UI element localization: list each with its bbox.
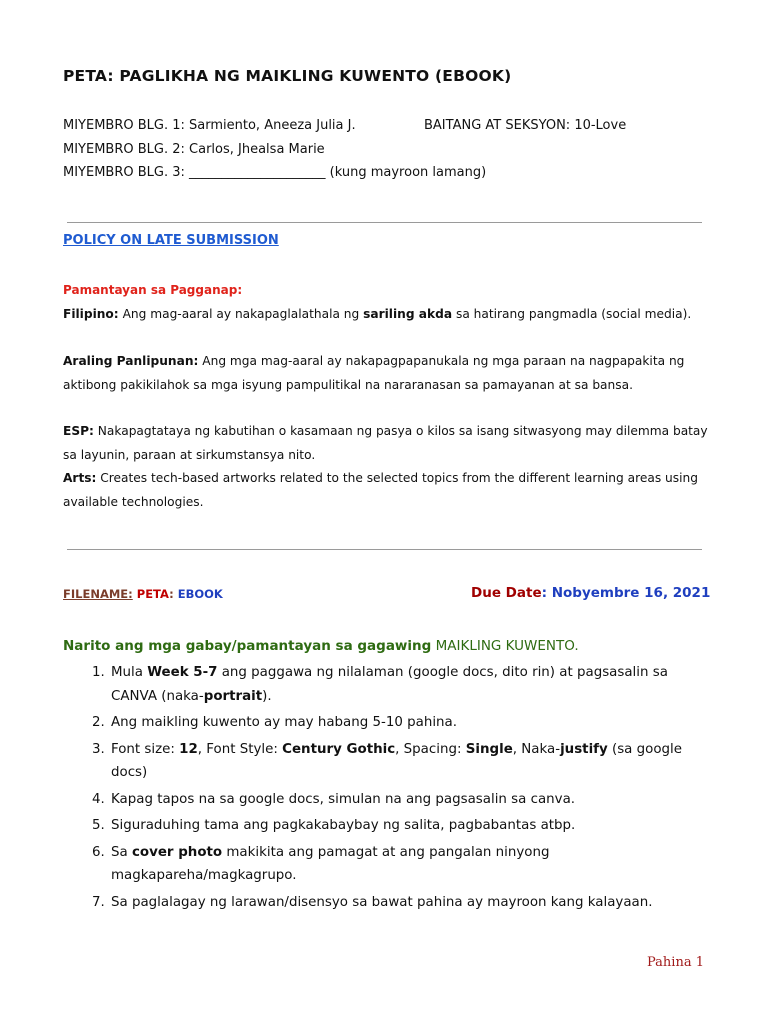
member-1-label: MIYEMBRO BLG. 1:: [63, 118, 185, 133]
member-2-label: MIYEMBRO BLG. 2:: [63, 142, 185, 157]
guideline-item: [109, 814, 713, 838]
standard-arts: [63, 467, 713, 514]
member-2-line: [63, 142, 325, 157]
guideline-item: [109, 738, 713, 785]
guideline-text: Mula: [111, 665, 143, 680]
guideline-item: [109, 891, 713, 915]
guideline-bold: Single: [465, 741, 513, 757]
guideline-text: Font size:: [111, 741, 175, 757]
filename-line: [63, 587, 223, 601]
filename-part2: EBOOK: [177, 587, 223, 601]
member-1-name: Sarmiento, Aneeza Julia J.: [189, 118, 356, 133]
guideline-text: ang paggawa ng nilalaman (google docs, dito rin) at pagsasalin sa CANVA (naka-: [111, 665, 668, 704]
guideline-item: [109, 711, 713, 735]
guideline-bold: Week 5-7: [147, 665, 218, 680]
standard-esp: [63, 420, 713, 467]
divider-bottom: [67, 549, 702, 550]
guideline-item: [109, 661, 713, 708]
standard-ap: [63, 350, 713, 397]
guideline-bold: portrait: [203, 688, 263, 704]
grade-section: [424, 118, 626, 133]
guideline-text: Sa: [111, 844, 128, 860]
standard-ap-label: Araling Panlipunan:: [63, 354, 199, 368]
guideline-item: [109, 788, 713, 812]
filename-label: FILENAME:: [63, 587, 133, 601]
guidelines-heading-text: Narito ang mga gabay/pamantayan sa gagawing: [63, 638, 432, 654]
standard-esp-label: ESP:: [63, 424, 94, 438]
guideline-text: , Spacing:: [395, 741, 462, 757]
due-date-sep: :: [541, 585, 548, 601]
due-date: [471, 585, 710, 601]
standard-filipino-label: Filipino:: [63, 307, 119, 321]
member-3-name: _____________________ (kung mayroon lamang): [189, 165, 487, 180]
member-3-line: [63, 165, 486, 180]
standard-filipino-text-end: sa hatirang pangmadla (social media).: [455, 307, 692, 321]
guideline-text: Siguraduhing tama ang pagkakabaybay ng salita, pagbabantas atbp.: [111, 818, 576, 833]
standard-arts-text: Creates tech-based artworks related to the selected topics from the different learning areas using available technologies.: [63, 471, 698, 509]
divider-top: [67, 222, 702, 223]
standard-filipino: [63, 303, 713, 327]
standard-arts-label: Arts:: [63, 471, 97, 485]
guideline-text: Sa paglalagay ng larawan/disensyo sa bawat pahina ay mayroon kang kalayaan.: [111, 894, 653, 910]
due-date-value: Nobyembre 16, 2021: [551, 585, 711, 601]
document-title: PETA: PAGLIKHA NG MAIKLING KUWENTO (EBOOK): [63, 67, 512, 85]
guideline-item: [109, 841, 713, 888]
guideline-bold: cover photo: [131, 844, 223, 860]
standards-heading: Pamantayan sa Pagganap:: [63, 283, 243, 297]
page-number: Pahina 1: [647, 955, 704, 970]
guidelines-heading-emph: MAIKLING KUWENTO.: [435, 638, 579, 654]
policy-link[interactable]: POLICY ON LATE SUBMISSION: [63, 233, 279, 248]
due-date-label: Due Date: [471, 585, 542, 601]
standard-esp-text: Nakapagtataya ng kabutihan o kasamaan ng pasya o kilos sa isang sitwasyong may dilemma batay sa layunin, paraan at sirkumstansya nito.: [63, 424, 708, 462]
guideline-text: , Font Style:: [197, 741, 278, 757]
standard-ap-text: Ang mga mag-aaral ay nakapagpapanukala ng mga paraan na nagpapakita ng aktibong pakikilahok sa mga isyung pampulitikal na nararanasan sa pamayanan at sa bansa.: [63, 354, 685, 392]
guideline-text: , Naka-: [512, 741, 561, 757]
guideline-text: makikita ang pamagat at ang pangalan ninyong magkapareha/magkagrupo.: [111, 844, 550, 883]
guideline-text: Kapag tapos na sa google docs, simulan na ang pagsasalin sa canva.: [111, 791, 576, 807]
guideline-bold: 12: [179, 741, 198, 757]
member-2-name: Carlos, Jhealsa Marie: [189, 142, 325, 157]
filename-sep: :: [169, 587, 174, 601]
guidelines-list: [63, 661, 713, 917]
standard-filipino-text: Ang mag-aaral ay nakapaglalathala ng: [122, 307, 360, 321]
grade-section-value: 10-Love: [574, 118, 627, 133]
member-3-label: MIYEMBRO BLG. 3:: [63, 165, 185, 180]
grade-section-label: BAITANG AT SEKSYON:: [424, 118, 571, 133]
filename-part1: PETA: [136, 587, 170, 601]
guidelines-heading: [63, 638, 579, 654]
guideline-bold: Century Gothic: [282, 741, 396, 757]
guideline-text: ).: [262, 688, 272, 704]
guideline-bold: justify: [560, 741, 608, 757]
standard-filipino-bold: sariling akda: [363, 307, 453, 321]
guideline-text: (sa google docs): [111, 741, 682, 780]
guideline-text: Ang maikling kuwento ay may habang 5-10 pahina.: [111, 715, 457, 730]
member-1-line: [63, 118, 356, 133]
